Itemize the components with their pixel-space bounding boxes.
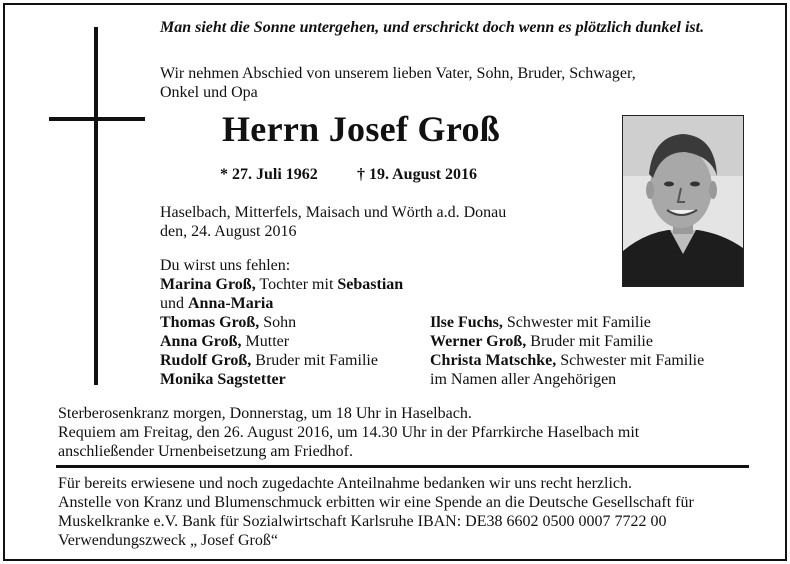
date-line: den, 24. August 2016 [160,223,297,240]
mourner-name: Rudolf Groß, [160,352,252,369]
cross-icon-horizontal [49,117,145,121]
purpose-line: Verwendungszweck „ Josef Groß“ [58,532,278,549]
service-announcement [58,404,639,461]
mourner-name: Marina Groß, [160,276,256,293]
mourner-name: Anna Groß, [160,333,242,350]
missing-you-line: Du wirst uns fehlen: [160,257,291,274]
mourner-name: Werner Groß, [430,333,527,350]
mourner-relation: Tochter mit [255,276,338,293]
divider-rule [56,465,749,468]
burial-line: anschließender Urnenbeisetzung am Friedhof. [58,443,354,460]
mourner-line [160,294,403,313]
motto: Man sieht die Sonne untergehen, und erschrickt doch wenn es plötzlich dunkel ist. [160,19,705,36]
mourner-line [160,332,403,351]
mourner-line [160,351,403,370]
portrait-photo [622,115,744,287]
mourner-name: Anna-Maria [188,295,274,312]
bank-line: Muskelkranke e.V. Bank für Sozialwirtschaft Karlsruhe IBAN: DE38 6602 0500 0007 7722 00 [58,513,667,530]
mourner-relation: Bruder mit Familie [526,333,653,350]
thanks-line: Für bereits erwiesene und noch zugedachte Anteilnahme bedanken wir uns recht herzlich. [58,475,633,492]
mourner-name: Ilse Fuchs, [430,314,503,331]
mourner-name: Sebastian [337,276,404,293]
requiem-line: Requiem am Freitag, den 26. August 2016, um 14.30 Uhr in der Pfarrkirche Haselbach mit [58,424,640,441]
mourner-relation: Sohn [259,314,297,331]
intro-text [160,64,636,102]
mourner-relation: im Namen aller Angehörigen [430,371,617,388]
mourner-name: Monika Sagstetter [160,371,286,388]
mourner-relation: Bruder mit Familie [251,352,378,369]
mourner-name: Christa Matschke, [430,352,557,369]
places-line: Haselbach, Mitterfels, Maisach und Wörth a.d. Donau [160,204,507,221]
death-date: † 19. August 2016 [357,166,478,183]
mourner-line [430,351,704,370]
mourner-relation: Schwester mit Familie [502,314,651,331]
mourner-relation: und [160,295,188,312]
mourners-right [430,313,704,389]
portrait-photo-image [623,116,743,286]
birth-date: * 27. Juli 1962 [220,166,318,183]
mourner-line [430,313,704,332]
rosary-line: Sterberosenkranz morgen, Donnerstag, um 18 Uhr in Haselbach. [58,405,472,422]
mourner-line [160,370,403,389]
deceased-name: Herrn Josef Groß [222,109,501,149]
thanks-and-donation [58,474,694,550]
intro-line: Onkel und Opa [160,84,258,101]
mourner-relation: Schwester mit Familie [556,352,705,369]
places-and-date [160,203,506,241]
mourner-relation: Mutter [241,333,290,350]
donation-line: Anstelle von Kranz und Blumenschmuck erbitten wir eine Spende an die Deutsche Gesellschaft für [58,494,694,511]
mourner-name: Thomas Groß, [160,314,260,331]
mourner-line [160,313,403,332]
mourners-left [160,256,403,389]
mourner-line [430,332,704,351]
mourner-line [160,275,403,294]
intro-line: Wir nehmen Abschied von unserem lieben Vater, Sohn, Bruder, Schwager, [160,65,636,82]
cross-icon-vertical [94,27,98,385]
mourner-line [430,370,704,389]
